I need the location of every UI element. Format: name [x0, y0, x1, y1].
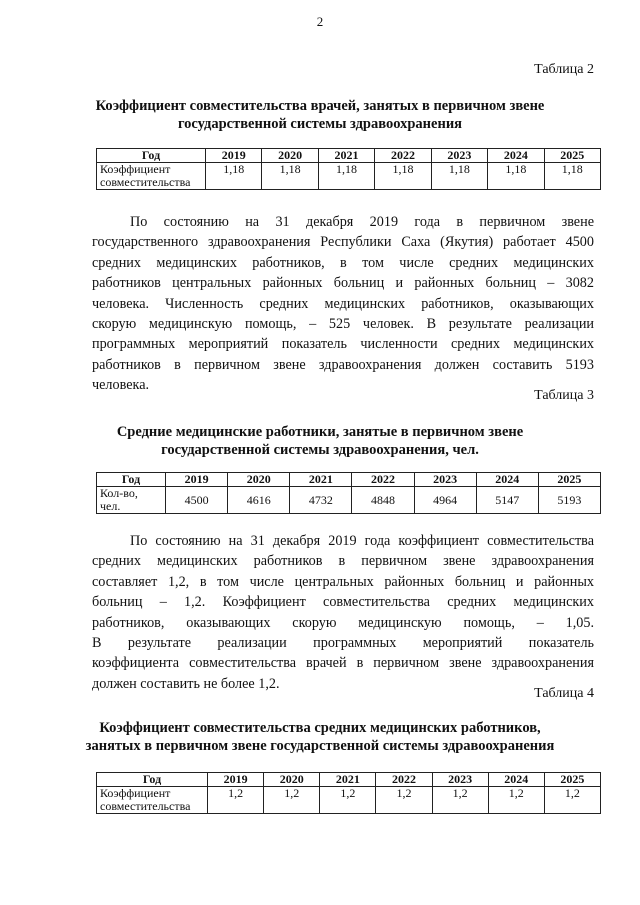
paragraph-line: государственного здравоохранения Республики Саха (Якутия) работает 4500 — [92, 234, 594, 251]
table4-title-line2: занятых в первичном звене государственной системы здравоохранения — [85, 738, 555, 754]
table4-value-cell: 1,2 — [376, 787, 432, 814]
table3-label: Таблица 3 — [534, 388, 594, 403]
table3-row-label-line1: Кол-во, — [100, 486, 138, 500]
page-number: 2 — [316, 14, 324, 29]
table2-header-cell: 2022 — [375, 149, 431, 163]
table3-row-label-line2: чел. — [100, 499, 121, 513]
table2-header-cell: Год — [97, 149, 206, 163]
table4-header-cell: 2024 — [488, 773, 544, 787]
table3-value-cell: 5147 — [476, 487, 538, 514]
table4-label: Таблица 4 — [534, 686, 594, 701]
table2-row-label-line2: совместительства — [100, 175, 191, 189]
table4-header-cell: 2025 — [544, 773, 600, 787]
paragraph-2 — [92, 531, 594, 694]
paragraph-line: средних медицинских работников в первичном звене здравоохранения — [92, 553, 594, 570]
table4-row-label-line2: совместительства — [100, 799, 191, 813]
table3-header-cell: 2024 — [476, 473, 538, 487]
table4-header-row — [97, 773, 601, 787]
table3-header-row — [97, 473, 601, 487]
paragraph-line: По состоянию на 31 декабря 2019 года в первичном звене — [130, 214, 594, 230]
table2-data-row — [97, 163, 601, 190]
table2-header-cell: 2021 — [318, 149, 374, 163]
paragraph-line: работников центральных районных больниц и районных больниц – 3082 — [92, 275, 594, 292]
table3-header-cell: 2020 — [228, 473, 290, 487]
paragraph-line: По состоянию на 31 декабря 2019 года коэффициент совместительства — [130, 533, 594, 549]
table3-header-cell: 2021 — [290, 473, 352, 487]
table3-header-cell: 2019 — [166, 473, 228, 487]
table3-header-cell: 2023 — [414, 473, 476, 487]
table4-title — [70, 719, 570, 755]
table3-title-line2: государственной системы здравоохранения, чел. — [161, 442, 479, 458]
table4-header-cell: 2019 — [208, 773, 264, 787]
table2-title — [70, 97, 570, 133]
table4-value-cell: 1,2 — [432, 787, 488, 814]
table2-title-line2: государственной системы здравоохранения — [177, 116, 463, 132]
table4-data-row — [97, 787, 601, 814]
table2-value-cell: 1,18 — [206, 163, 262, 190]
paragraph-line: должен составить не более 1,2. — [92, 675, 280, 692]
table4-header-cell: Год — [97, 773, 208, 787]
table4-header-cell: 2022 — [376, 773, 432, 787]
table4-header-cell: 2020 — [264, 773, 320, 787]
table3-header-cell: 2022 — [352, 473, 414, 487]
table2-header-cell: 2025 — [544, 149, 600, 163]
table2-row-label-line1: Коэффициент — [100, 162, 171, 176]
table4-value-cell: 1,2 — [544, 787, 600, 814]
table3-title-line1: Средние медицинские работники, занятые в первичном звене — [116, 424, 524, 440]
table2-title-line1: Коэффициент совместительства врачей, занятых в первичном звене — [95, 98, 545, 114]
table2-header-cell: 2023 — [431, 149, 487, 163]
paragraph-line: средних медицинских работников, в том числе средних медицинских — [92, 254, 594, 271]
paragraph-1 — [92, 212, 594, 396]
table4-value-cell: 1,2 — [320, 787, 376, 814]
paragraph-line: человека. — [92, 377, 150, 394]
paragraph-line: В результате реализации программных мероприятий показатель — [92, 635, 594, 652]
table2-header-cell: 2019 — [206, 149, 262, 163]
table2-header-cell: 2024 — [488, 149, 544, 163]
table2-value-cell: 1,18 — [375, 163, 431, 190]
paragraph-line: коэффициента совместительства врачей в первичном звене здравоохранения — [92, 655, 594, 672]
table4-title-line1: Коэффициент совместительства средних медицинских работников, — [99, 720, 541, 736]
paragraph-line: программных мероприятий показатель численности средних медицинских — [92, 336, 594, 353]
table3-value-cell: 4732 — [290, 487, 352, 514]
paragraph-line: скорую медицинскую помощь, – 525 человек. В результате реализации — [92, 316, 594, 333]
table3 — [96, 472, 601, 514]
table4-header-cell: 2021 — [320, 773, 376, 787]
table3-value-cell: 4848 — [352, 487, 414, 514]
table2-value-cell: 1,18 — [488, 163, 544, 190]
paragraph-line: работников, оказывающих скорую медицинскую помощь, – 1,05. — [92, 614, 594, 631]
table4-row-label — [97, 787, 208, 814]
table2-label: Таблица 2 — [534, 62, 594, 77]
table4-value-cell: 1,2 — [208, 787, 264, 814]
table3-value-cell: 4964 — [414, 487, 476, 514]
table4-header-cell: 2023 — [432, 773, 488, 787]
table2-row-label — [97, 163, 206, 190]
table4-value-cell: 1,2 — [264, 787, 320, 814]
table3-row-label — [97, 487, 166, 514]
paragraph-line: больниц – 1,2. Коэффициент совместительства средних медицинских — [92, 594, 594, 611]
table3-value-cell: 4500 — [166, 487, 228, 514]
table4-value-cell: 1,2 — [488, 787, 544, 814]
table3-header-cell: 2025 — [538, 473, 600, 487]
table3-value-cell: 5193 — [538, 487, 600, 514]
table2 — [96, 148, 601, 190]
table2-value-cell: 1,18 — [318, 163, 374, 190]
table3-title — [70, 423, 570, 459]
table4-row-label-line1: Коэффициент — [100, 786, 171, 800]
table2-value-cell: 1,18 — [262, 163, 318, 190]
table4 — [96, 772, 601, 814]
table2-value-cell: 1,18 — [431, 163, 487, 190]
table3-header-cell: Год — [97, 473, 166, 487]
table2-header-row — [97, 149, 601, 163]
table3-value-cell: 4616 — [228, 487, 290, 514]
paragraph-line: составляет 1,2, в том числе центральных районных больниц и районных — [92, 573, 594, 590]
table3-data-row — [97, 487, 601, 514]
table2-header-cell: 2020 — [262, 149, 318, 163]
paragraph-line: работников в первичном звене здравоохранения должен составить 5193 — [92, 356, 594, 373]
paragraph-line: человека. Численность средних медицинских работников, оказывающих — [92, 295, 594, 312]
table2-value-cell: 1,18 — [544, 163, 600, 190]
